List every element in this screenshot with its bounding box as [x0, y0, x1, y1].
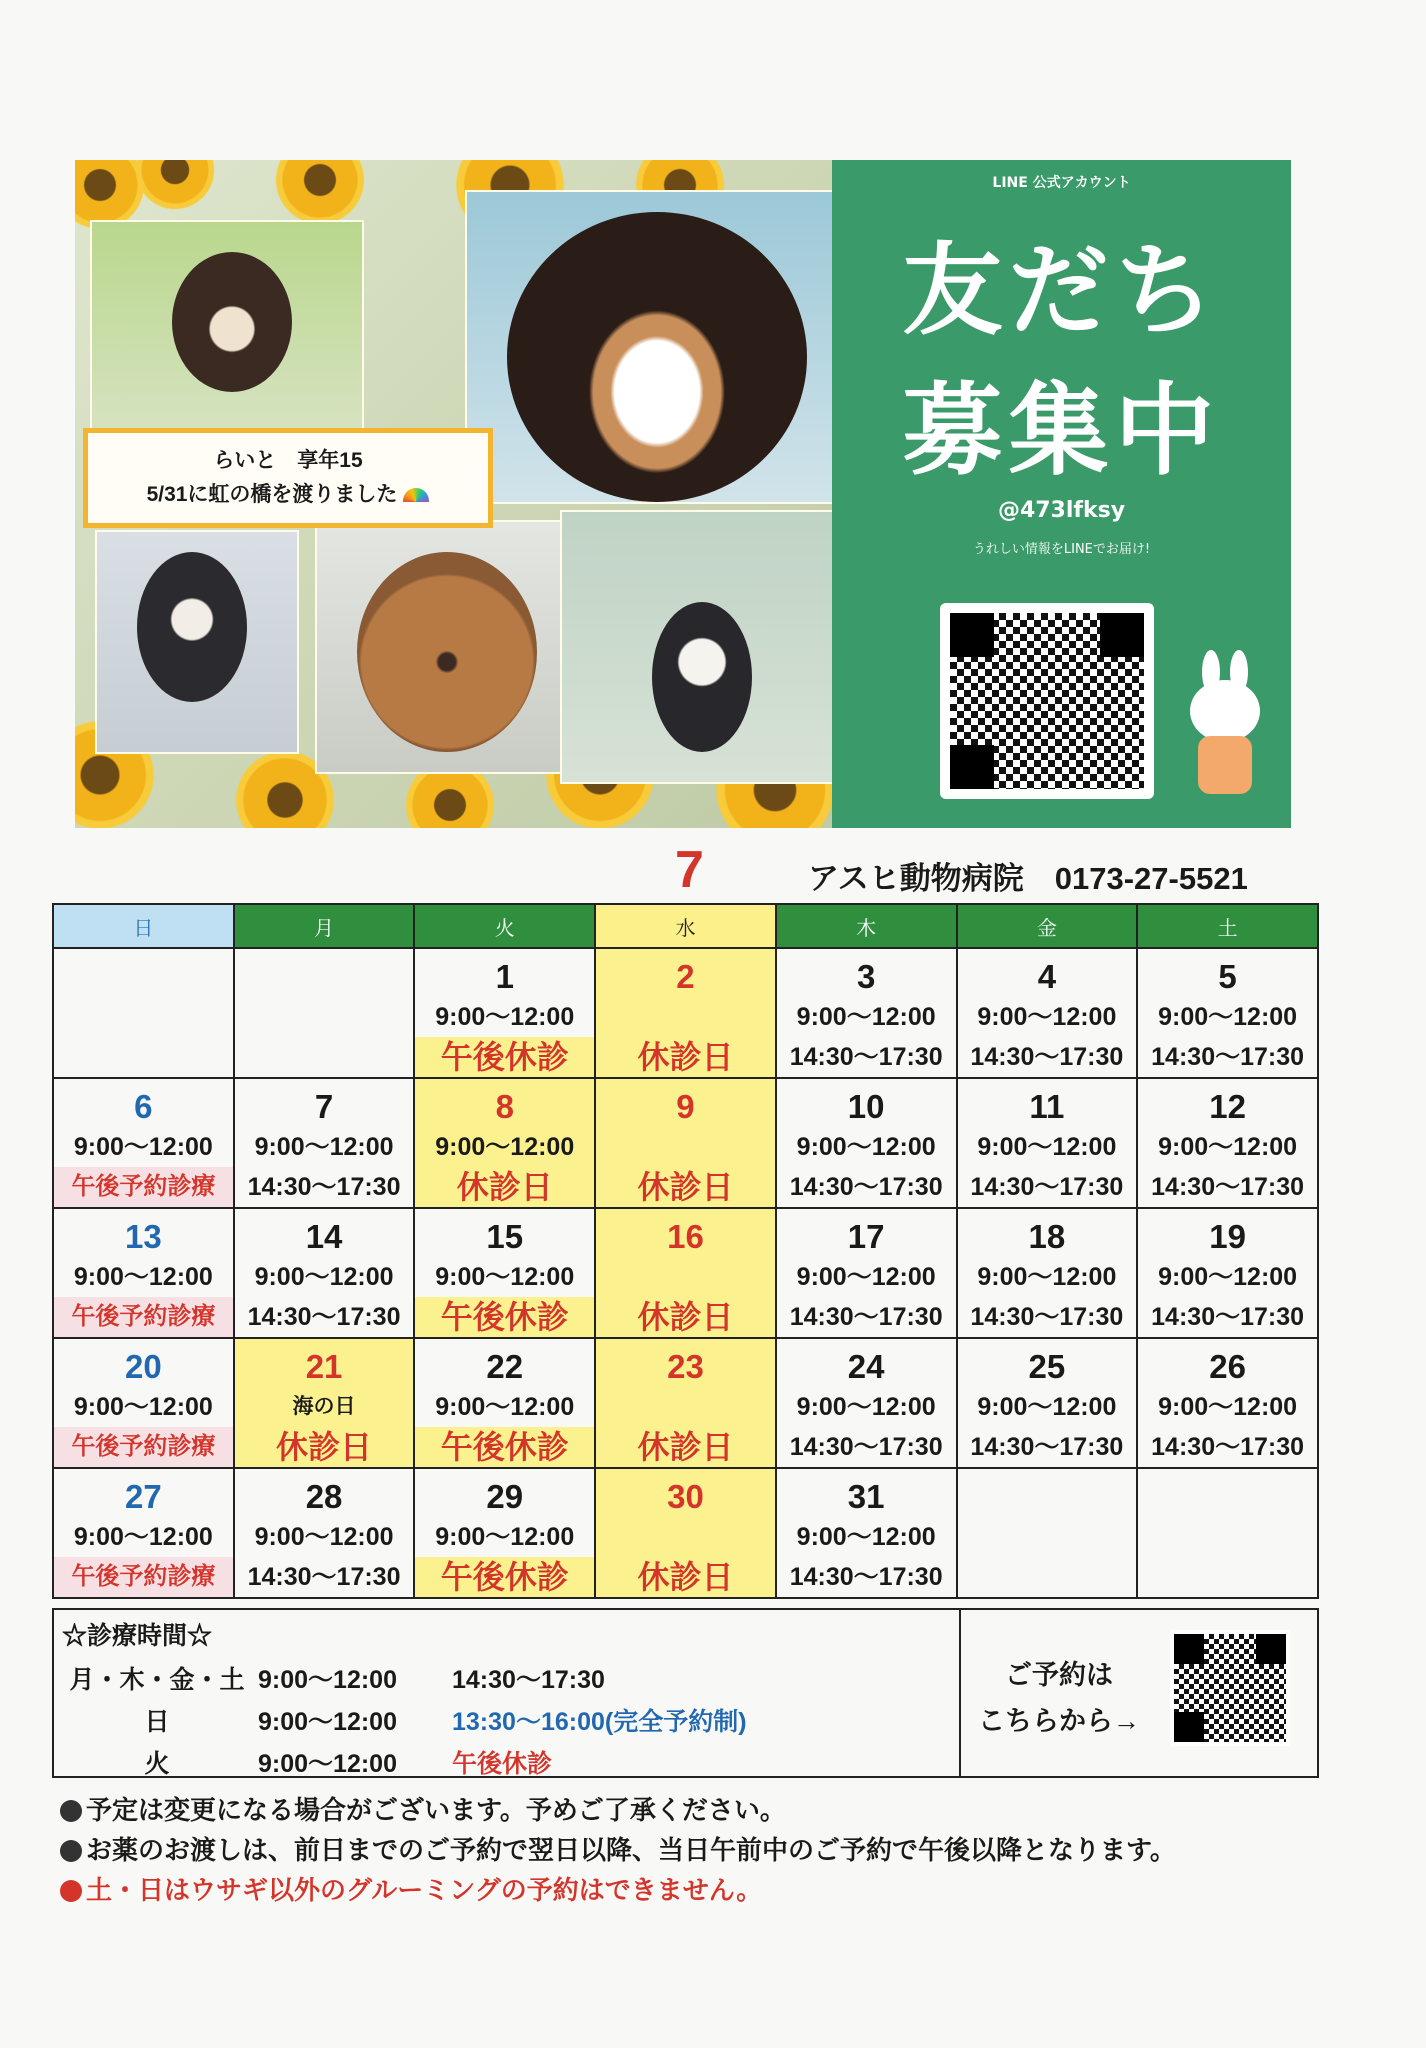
- day-number: 17: [847, 1218, 885, 1255]
- calendar-day-cell: [595, 1338, 776, 1468]
- morning-hours: 9:00～12:00: [435, 1133, 575, 1161]
- morning-hours: 9:00～12:00: [435, 1263, 575, 1291]
- reservation-qr-code[interactable]: [1170, 1630, 1290, 1746]
- day-number: 27: [124, 1478, 162, 1515]
- calendar-day-cell: [234, 1208, 415, 1338]
- hours-table: [54, 1610, 961, 1776]
- calendar-day-cell: [957, 1078, 1138, 1208]
- afternoon-hours: 14:30～17:30: [789, 1173, 943, 1201]
- afternoon-hours: 14:30～17:30: [247, 1563, 401, 1591]
- afternoon-hours: [54, 1037, 233, 1077]
- hours-row: [62, 1660, 605, 1696]
- line-subtext: うれしい情報をLINEでお届け!: [972, 542, 1151, 557]
- afternoon-hours: [958, 1557, 1137, 1597]
- day-number: [958, 1469, 1137, 1517]
- hours-title: ☆診療時間☆: [62, 1622, 213, 1650]
- rainbow-icon: [403, 488, 429, 502]
- closed-day-label: 休診日: [637, 1039, 734, 1075]
- afternoon-hours: 14:30～17:30: [970, 1433, 1124, 1461]
- afternoon-hours: 14:30～17:30: [789, 1563, 943, 1591]
- line-account-label: LINE 公式アカウント: [992, 175, 1131, 191]
- line-handle: @473lfksy: [997, 498, 1126, 523]
- dog-photo-3: [95, 530, 299, 754]
- weekday-sat: 土: [1137, 904, 1318, 948]
- calendar-week-row: [53, 948, 1318, 1078]
- memorial-line-2: 5/31に虹の橋を渡りました: [146, 483, 398, 506]
- morning-hours: 9:00～12:00: [435, 1393, 575, 1421]
- rabbit-mascot-icon: [1180, 650, 1270, 800]
- afternoon-hours: 14:30～17:30: [970, 1303, 1124, 1331]
- morning-hours: 9:00～12:00: [977, 1263, 1117, 1291]
- weekday-thu: 木: [776, 904, 957, 948]
- morning-hours: [596, 1517, 775, 1557]
- day-number: 29: [486, 1478, 524, 1515]
- morning-hours: 9:00～12:00: [1158, 1393, 1298, 1421]
- morning-hours: 9:00～12:00: [977, 1393, 1117, 1421]
- dog-photo-collage: [75, 160, 832, 828]
- hours-afternoon: 13:30～16:00(完全予約制): [452, 1708, 747, 1736]
- dog-photo-2: [465, 190, 832, 504]
- day-number: 4: [1037, 958, 1057, 995]
- line-qr-code[interactable]: [940, 603, 1154, 799]
- reserve-line-1: ご予約は: [1005, 1660, 1113, 1690]
- afternoon-hours: 14:30～17:30: [247, 1173, 401, 1201]
- calendar-day-cell: [53, 948, 234, 1078]
- calendar-day-cell: [234, 948, 415, 1078]
- afternoon-hours: 14:30～17:30: [789, 1043, 943, 1071]
- morning-hours: 9:00～12:00: [435, 1523, 575, 1551]
- reserve-line-2: こちらから→: [978, 1706, 1140, 1736]
- calendar-day-cell: [595, 1468, 776, 1598]
- calendar-day-cell: [1137, 1078, 1318, 1208]
- weekday-header-row: [53, 904, 1318, 948]
- morning-hours: 9:00～12:00: [977, 1003, 1117, 1031]
- afternoon-closed-label: 午後休診: [415, 1297, 594, 1337]
- hours-morning: 9:00～12:00: [258, 1750, 397, 1778]
- calendar-day-cell: [1137, 1208, 1318, 1338]
- calendar-day-cell: [595, 1208, 776, 1338]
- day-number: 2: [676, 958, 695, 995]
- morning-hours: [235, 997, 414, 1037]
- morning-hours: 9:00～12:00: [1158, 1003, 1298, 1031]
- afternoon-hours: 14:30～17:30: [789, 1303, 943, 1331]
- line-friend-panel: [832, 160, 1291, 828]
- calendar-day-cell: [414, 1208, 595, 1338]
- afternoon-hours: 午後予約診療: [54, 1557, 233, 1597]
- banner: [75, 160, 1291, 828]
- closed-day-label: 休診日: [235, 1427, 414, 1467]
- calendar-week-row: [53, 1468, 1318, 1598]
- weekday-mon: 月: [234, 904, 415, 948]
- morning-hours: 9:00～12:00: [435, 1003, 575, 1031]
- afternoon-hours: 午後予約診療: [54, 1297, 233, 1337]
- afternoon-closed-label: 午後休診: [415, 1557, 594, 1597]
- afternoon-hours: 14:30～17:30: [970, 1043, 1124, 1071]
- calendar-day-cell: [414, 948, 595, 1078]
- day-number: 1: [495, 958, 514, 995]
- morning-hours: 9:00～12:00: [796, 1263, 936, 1291]
- calendar-week-row: [53, 1338, 1318, 1468]
- morning-hours: 9:00～12:00: [73, 1263, 213, 1291]
- calendar-day-cell: [53, 1208, 234, 1338]
- closed-day-label: 休診日: [415, 1167, 594, 1207]
- day-number: 14: [305, 1218, 343, 1255]
- afternoon-hours: 午後予約診療: [54, 1427, 233, 1467]
- morning-hours: [596, 997, 775, 1037]
- reservation-prompt: [978, 1652, 1140, 1744]
- closed-day-label: 休診日: [637, 1559, 734, 1595]
- closed-day-label: 休診日: [637, 1429, 734, 1465]
- day-number: 8: [495, 1088, 514, 1125]
- hours-days: 月・木・金・土: [69, 1666, 245, 1694]
- day-number: 6: [134, 1088, 153, 1125]
- clinic-hours-box: [52, 1608, 1319, 1778]
- morning-hours: 9:00～12:00: [1158, 1133, 1298, 1161]
- hours-days: 日: [144, 1708, 170, 1736]
- afternoon-hours: 14:30～17:30: [1151, 1303, 1305, 1331]
- day-number: 26: [1209, 1348, 1246, 1385]
- weekday-wed: 水: [595, 904, 776, 948]
- morning-hours: 9:00～12:00: [73, 1133, 213, 1161]
- note-2: お薬のお渡しは、前日までのご予約で翌日以降、当日午前中のご予約で午後以降となります。: [60, 1830, 1176, 1867]
- calendar-week-row: [53, 1078, 1318, 1208]
- weekday-fri: 金: [957, 904, 1138, 948]
- morning-hours: 海の日: [292, 1395, 356, 1418]
- afternoon-hours: 14:30～17:30: [247, 1303, 401, 1331]
- day-number: 10: [847, 1088, 885, 1125]
- day-number: 7: [314, 1088, 334, 1125]
- afternoon-closed-label: 午後休診: [415, 1037, 594, 1077]
- day-number: 24: [847, 1348, 885, 1385]
- weekday-tue: 火: [414, 904, 595, 948]
- morning-hours: [596, 1387, 775, 1427]
- day-number: 9: [676, 1088, 695, 1125]
- calendar-day-cell: [957, 1468, 1138, 1598]
- day-number: 18: [1028, 1218, 1066, 1255]
- afternoon-hours: [1138, 1557, 1317, 1597]
- morning-hours: 9:00～12:00: [977, 1133, 1117, 1161]
- day-number: 15: [486, 1218, 524, 1255]
- calendar-week-row: [53, 1208, 1318, 1338]
- day-number: 5: [1218, 958, 1237, 995]
- calendar-day-cell: [957, 1338, 1138, 1468]
- calendar-day-cell: [1137, 948, 1318, 1078]
- closed-day-label: 休診日: [637, 1299, 734, 1335]
- morning-hours: [1138, 1517, 1317, 1557]
- calendar-day-cell: [53, 1338, 234, 1468]
- day-number: 3: [856, 958, 876, 995]
- day-number: 25: [1028, 1348, 1066, 1385]
- afternoon-hours: [235, 1037, 414, 1077]
- morning-hours: 9:00～12:00: [73, 1393, 213, 1421]
- hours-afternoon: 午後休診: [452, 1750, 553, 1778]
- day-number: 19: [1209, 1218, 1246, 1255]
- month-number: 7: [675, 841, 704, 899]
- memorial-line-1: らいと 享年15: [213, 449, 363, 472]
- hours-row: [62, 1702, 747, 1738]
- calendar-day-cell: [957, 948, 1138, 1078]
- calendar-day-cell: [776, 1078, 957, 1208]
- morning-hours: 9:00～12:00: [796, 1393, 936, 1421]
- day-number: [54, 949, 233, 997]
- day-number: 11: [1029, 1088, 1065, 1125]
- afternoon-hours: 14:30～17:30: [970, 1173, 1124, 1201]
- day-number: [1138, 1469, 1317, 1517]
- calendar-day-cell: [595, 1078, 776, 1208]
- dog-photo-4: [315, 520, 579, 774]
- calendar-day-cell: [776, 1208, 957, 1338]
- calendar-day-cell: [234, 1078, 415, 1208]
- afternoon-closed-label: 午後休診: [415, 1427, 594, 1467]
- bullet-icon: [60, 1800, 82, 1822]
- hours-morning: 9:00～12:00: [258, 1708, 397, 1736]
- calendar-day-cell: [53, 1078, 234, 1208]
- hours-morning: 9:00～12:00: [258, 1666, 397, 1694]
- morning-hours: 9:00～12:00: [796, 1133, 936, 1161]
- afternoon-hours: 午後予約診療: [54, 1167, 233, 1207]
- day-number: 20: [124, 1348, 162, 1385]
- morning-hours: 9:00～12:00: [254, 1263, 394, 1291]
- weekday-sun: 日: [53, 904, 234, 948]
- day-number: 16: [667, 1218, 704, 1255]
- dog-photo-5: [560, 510, 832, 784]
- note-1: 予定は変更になる場合がございます。予めご了承ください。: [60, 1790, 786, 1827]
- day-number: 31: [847, 1478, 885, 1515]
- morning-hours: 9:00～12:00: [796, 1523, 936, 1551]
- hours-afternoon: 14:30～17:30: [452, 1666, 605, 1694]
- calendar-day-cell: [414, 1338, 595, 1468]
- morning-hours: [958, 1517, 1137, 1557]
- line-headline-2: 募集中: [902, 375, 1221, 487]
- calendar-day-cell: [1137, 1468, 1318, 1598]
- calendar-day-cell: [776, 948, 957, 1078]
- calendar-day-cell: [414, 1078, 595, 1208]
- hours-row: [62, 1744, 553, 1780]
- calendar-day-cell: [776, 1468, 957, 1598]
- day-number: 22: [486, 1348, 524, 1385]
- day-number: 30: [667, 1478, 704, 1515]
- morning-hours: 9:00～12:00: [73, 1523, 213, 1551]
- day-number: [235, 949, 414, 997]
- calendar-day-cell: [776, 1338, 957, 1468]
- morning-hours: [54, 997, 233, 1037]
- day-number: 13: [124, 1218, 162, 1255]
- calendar-day-cell: [595, 948, 776, 1078]
- note-3: 土・日はウサギ以外のグルーミングの予約はできません。: [60, 1870, 762, 1907]
- calendar-day-cell: [1137, 1338, 1318, 1468]
- calendar-day-cell: [53, 1468, 234, 1598]
- morning-hours: 9:00～12:00: [254, 1133, 394, 1161]
- afternoon-hours: 14:30～17:30: [1151, 1173, 1305, 1201]
- memorial-caption: [83, 428, 493, 528]
- bullet-icon: [60, 1880, 82, 1902]
- calendar-day-cell: [414, 1468, 595, 1598]
- dog-photo-1: [90, 220, 364, 444]
- calendar-day-cell: [234, 1338, 415, 1468]
- morning-hours: [596, 1127, 775, 1167]
- morning-hours: 9:00～12:00: [796, 1003, 936, 1031]
- afternoon-hours: 14:30～17:30: [1151, 1433, 1305, 1461]
- bullet-icon: [60, 1840, 82, 1862]
- day-number: 12: [1209, 1088, 1246, 1125]
- clinic-name-phone: アスヒ動物病院 0173-27-5521: [808, 861, 1248, 896]
- day-number: 21: [305, 1348, 343, 1385]
- schedule-calendar: [52, 903, 1319, 1599]
- hours-days: 火: [144, 1750, 170, 1778]
- day-number: 28: [305, 1478, 343, 1515]
- closed-day-label: 休診日: [637, 1169, 734, 1205]
- afternoon-hours: 14:30～17:30: [1151, 1043, 1305, 1071]
- morning-hours: [596, 1257, 775, 1297]
- afternoon-hours: 14:30～17:30: [789, 1433, 943, 1461]
- calendar-day-cell: [234, 1468, 415, 1598]
- day-number: 23: [667, 1348, 704, 1385]
- line-headline-1: 友だち: [902, 235, 1221, 347]
- morning-hours: 9:00～12:00: [1158, 1263, 1298, 1291]
- morning-hours: 9:00～12:00: [254, 1523, 394, 1551]
- calendar-day-cell: [957, 1208, 1138, 1338]
